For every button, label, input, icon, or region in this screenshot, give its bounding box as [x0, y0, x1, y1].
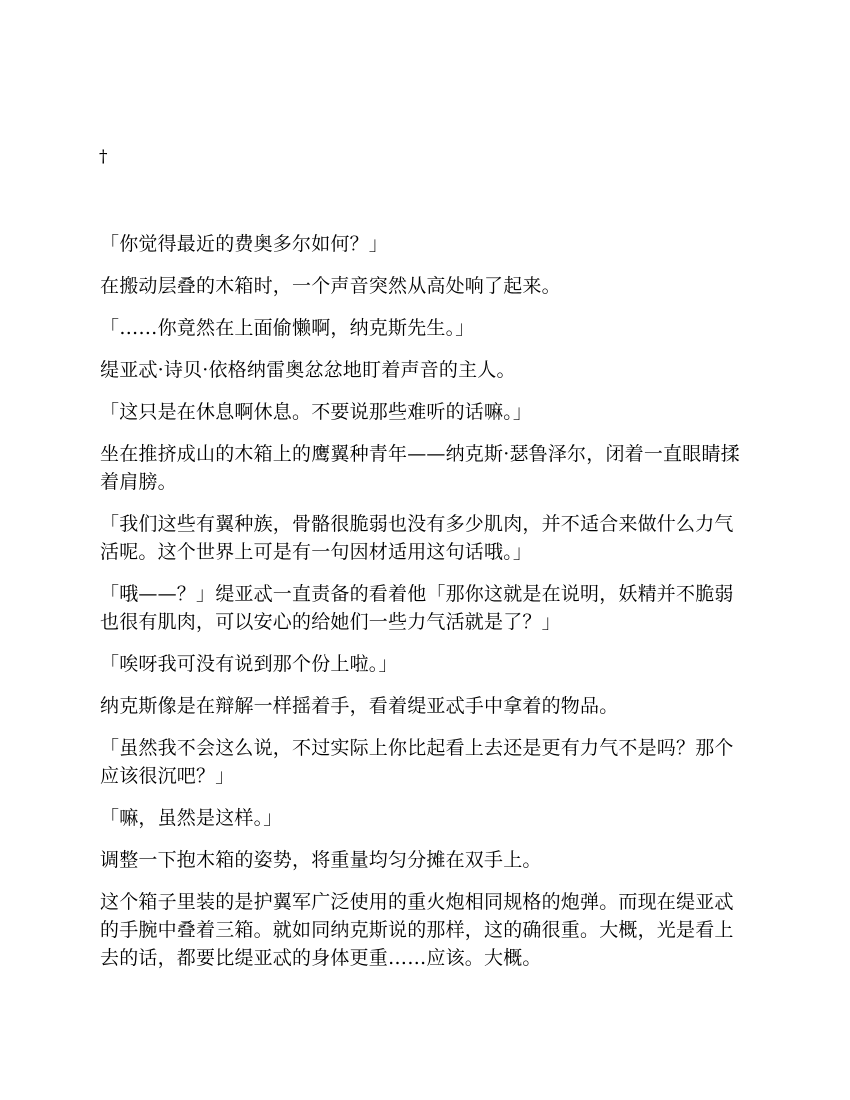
paragraph: 在搬动层叠的木箱时，一个声音突然从高处响了起来。 — [100, 275, 561, 297]
paragraph: 「你觉得最近的费奥多尔如何？」 — [100, 233, 389, 255]
paragraph: 「嘛，虽然是这样。」 — [100, 807, 283, 829]
paragraph: 「这只是在休息啊休息。不要说那些难听的话嘛。」 — [100, 401, 533, 423]
paragraph: 纳克斯像是在辩解一样摇着手，看着缇亚忒手中拿着的物品。 — [100, 695, 619, 717]
paragraph: 「哦——？」缇亚忒一直责备的看着他「那你这就是在说明，妖精并不脆弱也很有肌肉，可以安心的给她们一些力气活就是了？」 — [100, 583, 734, 633]
paragraph: 坐在推挤成山的木箱上的鹰翼种青年——纳克斯·瑟鲁泽尔，闭着一直眼睛揉着肩膀。 — [100, 443, 740, 493]
section-marker: † — [99, 147, 108, 167]
paragraph: 调整一下抱木箱的姿势，将重量均匀分摊在双手上。 — [100, 849, 542, 871]
paragraph: 「我们这些有翼种族，骨骼很脆弱也没有多少肌肉，并不适合来做什么力气活呢。这个世界上可是有一句因材适用这句话哦。」 — [100, 513, 734, 563]
paragraph: 「虽然我不会这么说，不过实际上你比起看上去还是更有力气不是吗？那个应该很沉吧？」 — [100, 737, 734, 787]
paragraph: 缇亚忒·诗贝·依格纳雷奥忿忿地盯着声音的主人。 — [100, 359, 516, 381]
paragraph: 「唉呀我可没有说到那个份上啦。」 — [100, 653, 398, 675]
paragraph: 这个箱子里装的是护翼军广泛使用的重火炮相同规格的炮弹。而现在缇亚忒的手腕中叠着三箱。就如同纳克斯说的那样，这的确很重。大概，光是看上去的话，都要比缇亚忒的身体更重……应该。大概。 — [100, 891, 734, 969]
paragraph: 「……你竟然在上面偷懒啊，纳克斯先生。」 — [100, 317, 475, 339]
body-text — [100, 230, 752, 986]
